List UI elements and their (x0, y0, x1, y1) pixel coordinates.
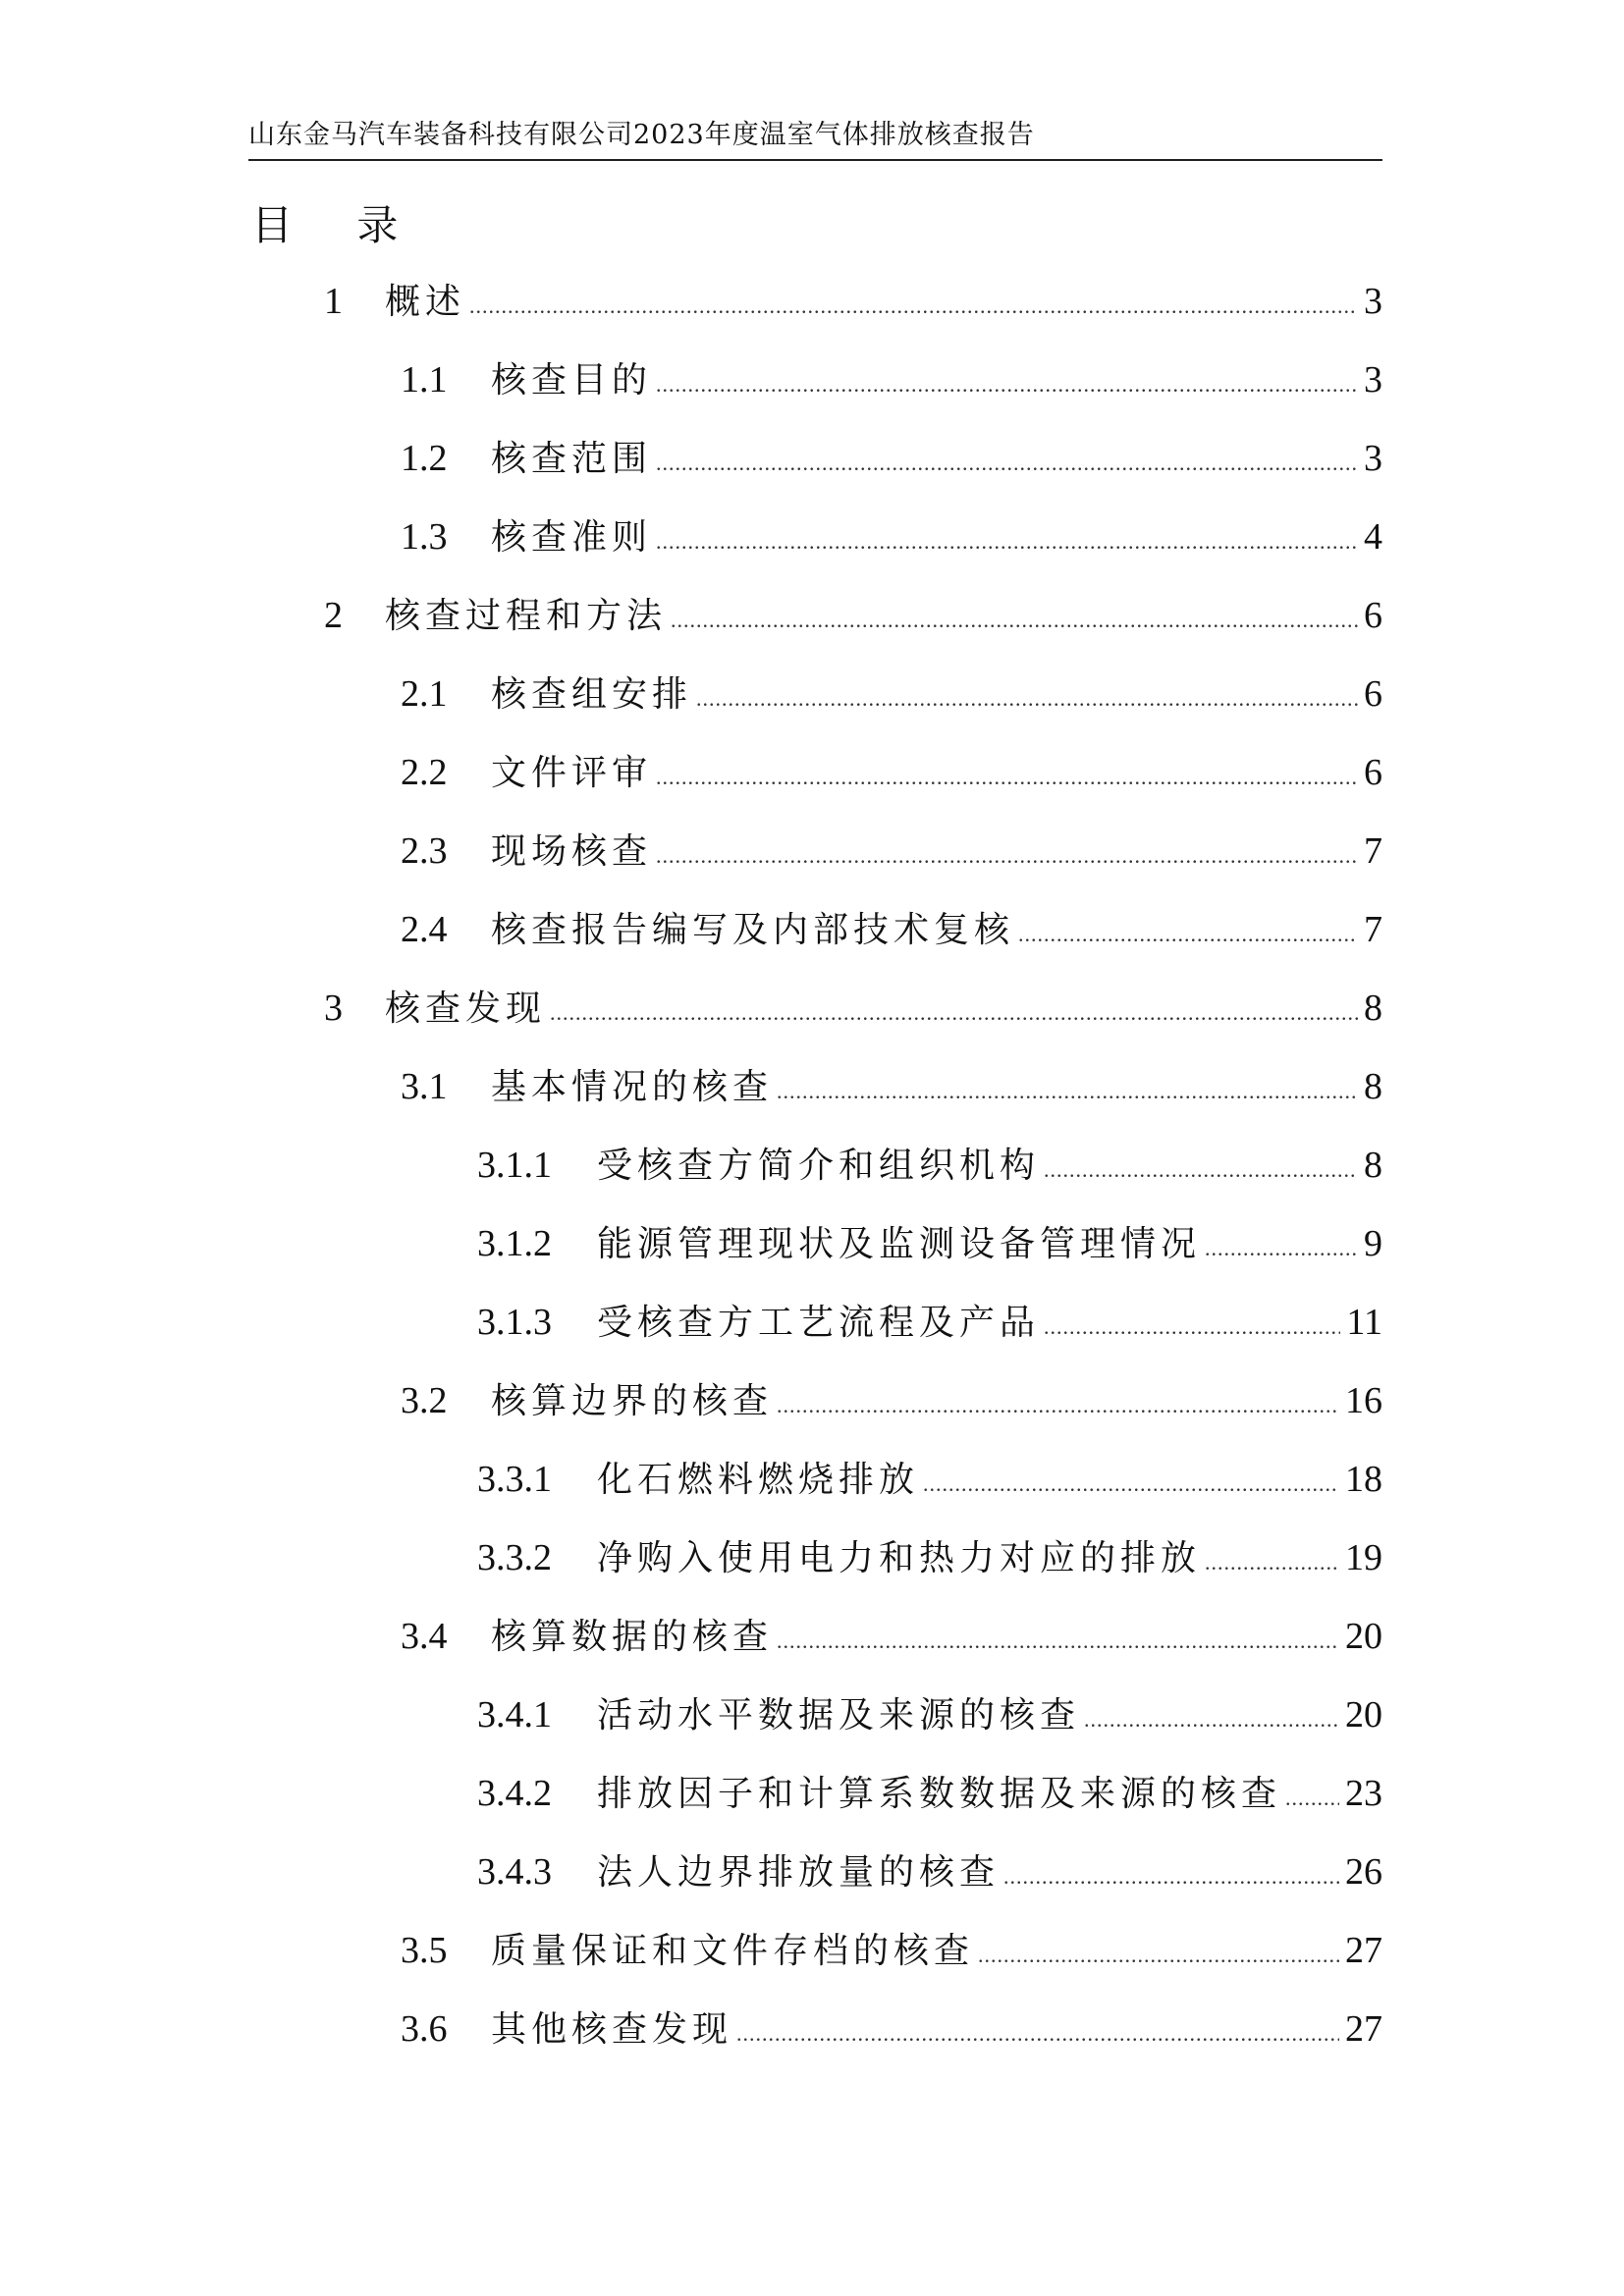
toc-entry-title: 受核查方简介和组织机构 (597, 1146, 1041, 1186)
toc-entry-page: 3 (1364, 359, 1382, 400)
toc-entry-number: 3.4.3 (477, 1851, 552, 1893)
toc-entry-number: 3.1.1 (477, 1145, 552, 1186)
dot-leader (1003, 1847, 1339, 1906)
dot-leader (656, 434, 1358, 493)
toc-entry-page: 9 (1364, 1223, 1382, 1264)
toc-entry-page: 27 (1345, 1930, 1382, 1971)
toc-title: 目 录 (251, 201, 424, 249)
toc-entry-title: 核算边界的核查 (491, 1381, 774, 1421)
toc-entry-number: 2.4 (401, 909, 448, 950)
toc-entry-3-2[interactable] (401, 1371, 1382, 1430)
toc-entry-2-1[interactable] (401, 665, 1382, 723)
toc-entry-page: 7 (1364, 909, 1382, 950)
toc-entry-2-4[interactable] (401, 900, 1382, 959)
toc-entry-3-1[interactable] (401, 1057, 1382, 1116)
dot-leader (469, 277, 1358, 336)
toc-entry-number: 3.2 (401, 1380, 448, 1421)
toc-entry-title: 法人边界排放量的核查 (597, 1852, 1001, 1893)
toc-entry-3-1-3[interactable] (477, 1293, 1382, 1352)
toc-entry-title: 核查组安排 (491, 674, 693, 715)
toc-entry-title: 概述 (385, 282, 466, 322)
toc-entry-title: 活动水平数据及来源的核查 (597, 1695, 1081, 1735)
toc-entry-title: 净购入使用电力和热力对应的排放 (597, 1538, 1202, 1578)
dot-leader (777, 1376, 1339, 1435)
dot-leader (978, 1926, 1339, 1985)
toc-entry-number: 1.3 (401, 516, 448, 558)
dot-leader (1044, 1141, 1358, 1200)
toc-entry-3-5[interactable] (401, 1921, 1382, 1980)
dot-leader (1084, 1690, 1339, 1749)
toc-entry-number: 3 (324, 988, 343, 1029)
toc-entry-number: 1.2 (401, 438, 448, 479)
toc-entry-number: 3.3.2 (477, 1537, 552, 1578)
toc-entry-page: 20 (1345, 1616, 1382, 1657)
dot-leader (696, 669, 1358, 728)
toc-entry-title: 质量保证和文件存档的核查 (491, 1931, 975, 1971)
toc-entry-title: 核查目的 (491, 360, 653, 400)
toc-entry-1[interactable] (324, 272, 1382, 331)
toc-entry-page: 26 (1345, 1851, 1382, 1893)
toc-entry-3-3-1[interactable] (477, 1450, 1382, 1509)
toc-entry-2-2[interactable] (401, 743, 1382, 802)
dot-leader (656, 748, 1358, 807)
toc-entry-title: 其他核查发现 (491, 2009, 733, 2050)
toc-entry-title: 核查报告编写及内部技术复核 (491, 910, 1015, 950)
toc-entry-page: 23 (1345, 1773, 1382, 1814)
toc-entry-title: 化石燃料燃烧排放 (597, 1460, 920, 1500)
toc-entry-3-4-1[interactable] (477, 1685, 1382, 1744)
toc-entry-page: 19 (1345, 1537, 1382, 1578)
toc-entry-title: 核查准则 (491, 517, 653, 558)
dot-leader (550, 984, 1358, 1042)
dot-leader (1018, 905, 1358, 964)
toc-entry-number: 2.2 (401, 752, 448, 793)
dot-leader (656, 827, 1358, 885)
toc-entry-page: 6 (1364, 752, 1382, 793)
toc-entry-title: 核查范围 (491, 439, 653, 479)
toc-entry-title: 受核查方工艺流程及产品 (597, 1303, 1041, 1343)
toc-entry-title: 文件评审 (491, 753, 653, 793)
dot-leader (1205, 1219, 1358, 1278)
toc-entry-title: 核查过程和方法 (385, 596, 668, 636)
toc-entry-3-6[interactable] (401, 2000, 1382, 2058)
toc-entry-number: 2.3 (401, 830, 448, 872)
toc-entry-3-4-3[interactable] (477, 1842, 1382, 1901)
toc-entry-number: 3.4.1 (477, 1694, 552, 1735)
toc-entry-1-1[interactable] (401, 350, 1382, 409)
toc-entry-title: 基本情况的核查 (491, 1067, 774, 1107)
toc-entry-page: 6 (1364, 595, 1382, 636)
toc-entry-3-3-2[interactable] (477, 1528, 1382, 1587)
toc-entry-page: 8 (1364, 1145, 1382, 1186)
dot-leader (1285, 1769, 1339, 1828)
toc-entry-1-3[interactable] (401, 507, 1382, 566)
toc-entry-page: 18 (1345, 1459, 1382, 1500)
toc-entry-page: 8 (1364, 988, 1382, 1029)
dot-leader (736, 2004, 1339, 2063)
toc-entry-page: 20 (1345, 1694, 1382, 1735)
dot-leader (777, 1062, 1358, 1121)
toc-entry-page: 8 (1364, 1066, 1382, 1107)
toc-entry-page: 16 (1345, 1380, 1382, 1421)
toc-entry-title: 排放因子和计算系数数据及来源的核查 (597, 1774, 1282, 1814)
toc-entry-page: 4 (1364, 516, 1382, 558)
dot-leader (777, 1612, 1339, 1671)
toc-entry-page: 3 (1364, 281, 1382, 322)
toc-entry-number: 3.1.2 (477, 1223, 552, 1264)
dot-leader (671, 591, 1358, 650)
toc-entry-2-3[interactable] (401, 822, 1382, 881)
toc-entry-3-4-2[interactable] (477, 1764, 1382, 1823)
dot-leader (923, 1455, 1339, 1514)
toc-entry-page: 3 (1364, 438, 1382, 479)
toc-entry-page: 7 (1364, 830, 1382, 872)
toc-entry-number: 3.1 (401, 1066, 448, 1107)
toc-entry-number: 3.1.3 (477, 1302, 552, 1343)
toc-entry-number: 3.6 (401, 2008, 448, 2050)
toc-entry-title: 能源管理现状及监测设备管理情况 (597, 1224, 1202, 1264)
dot-leader (1205, 1533, 1339, 1592)
toc-entry-number: 1 (324, 281, 343, 322)
toc-entry-3-1-2[interactable] (477, 1214, 1382, 1273)
toc-entry-number: 3.3.1 (477, 1459, 552, 1500)
dot-leader (656, 355, 1358, 414)
toc-entry-number: 2.1 (401, 673, 448, 715)
toc-entry-page: 27 (1345, 2008, 1382, 2050)
toc-entry-page: 6 (1364, 673, 1382, 715)
toc-entry-page: 11 (1346, 1302, 1382, 1343)
toc-entry-3[interactable] (324, 979, 1382, 1038)
dot-leader (656, 512, 1358, 571)
toc-entry-number: 3.4 (401, 1616, 448, 1657)
dot-leader (1044, 1298, 1340, 1357)
toc-entry-title: 现场核查 (491, 831, 653, 872)
toc-entry-2[interactable] (324, 586, 1382, 645)
toc-entry-number: 3.4.2 (477, 1773, 552, 1814)
toc-entry-3-4[interactable] (401, 1607, 1382, 1666)
toc-entry-number: 3.5 (401, 1930, 448, 1971)
toc-entry-1-2[interactable] (401, 429, 1382, 488)
toc-entry-title: 核查发现 (385, 988, 547, 1029)
toc-entry-3-1-1[interactable] (477, 1136, 1382, 1195)
report-title: 山东金马汽车装备科技有限公司2023年度温室气体排放核查报告 (248, 120, 1035, 150)
toc-entry-number: 1.1 (401, 359, 448, 400)
toc-entry-title: 核算数据的核查 (491, 1617, 774, 1657)
toc-entry-number: 2 (324, 595, 343, 636)
